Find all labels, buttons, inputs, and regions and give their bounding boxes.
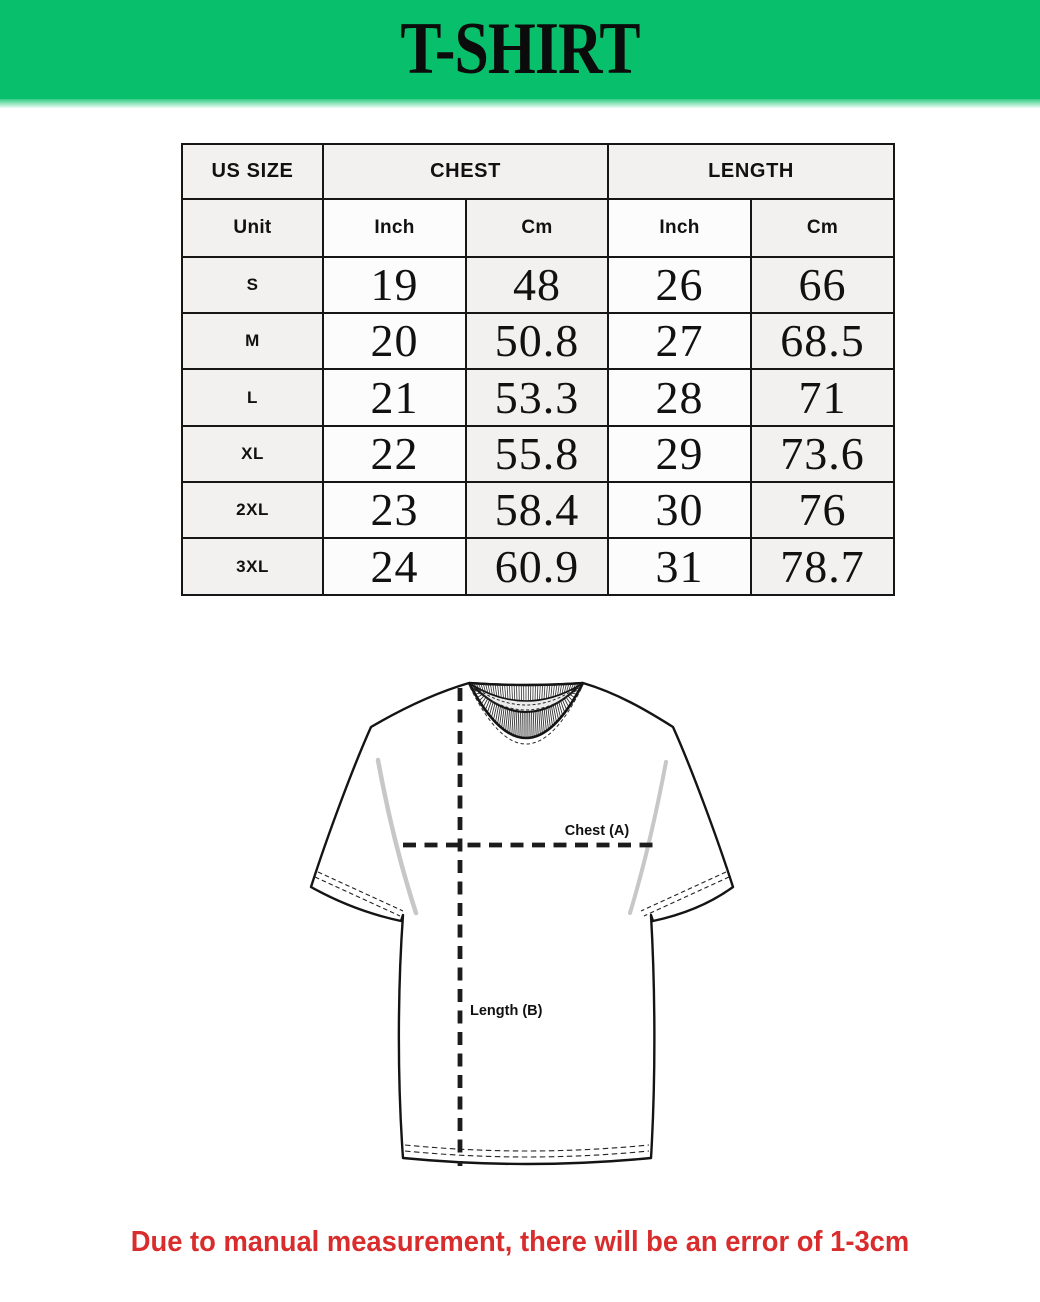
- value-cell: 28: [608, 369, 751, 426]
- length-inch-label: Inch: [608, 199, 751, 257]
- value-cell: 60.9: [466, 538, 608, 595]
- value-cell: 71: [751, 369, 894, 426]
- value-cell: 23: [323, 482, 466, 538]
- size-cell: S: [182, 257, 323, 313]
- value-cell: 27: [608, 313, 751, 369]
- value-cell: 68.5: [751, 313, 894, 369]
- size-table: [181, 143, 895, 596]
- value-cell: 76: [751, 482, 894, 538]
- size-cell: L: [182, 369, 323, 426]
- header-length: LENGTH: [608, 144, 894, 199]
- value-cell: 21: [323, 369, 466, 426]
- table-row-xl: [182, 426, 894, 482]
- table-row-3xl: [182, 538, 894, 595]
- value-cell: 58.4: [466, 482, 608, 538]
- value-cell: 73.6: [751, 426, 894, 482]
- table-unit-row: [182, 199, 894, 257]
- table-header-row: [182, 144, 894, 199]
- value-cell: 20: [323, 313, 466, 369]
- value-cell: 26: [608, 257, 751, 313]
- value-cell: 55.8: [466, 426, 608, 482]
- table-row-2xl: [182, 482, 894, 538]
- value-cell: 78.7: [751, 538, 894, 595]
- table-row-s: [182, 257, 894, 313]
- chest-label: Chest (A): [564, 823, 630, 839]
- value-cell: 22: [323, 426, 466, 482]
- size-cell: M: [182, 313, 323, 369]
- size-cell: XL: [182, 426, 323, 482]
- length-cm-label: Cm: [751, 199, 894, 257]
- tshirt-body-outline: [311, 683, 733, 1164]
- value-cell: 30: [608, 482, 751, 538]
- value-cell: 29: [608, 426, 751, 482]
- header-chest: CHEST: [323, 144, 608, 199]
- value-cell: 50.8: [466, 313, 608, 369]
- value-cell: 31: [608, 538, 751, 595]
- chest-cm-label: Cm: [466, 199, 608, 257]
- value-cell: 19: [323, 257, 466, 313]
- size-cell: 3XL: [182, 538, 323, 595]
- tshirt-diagram: [270, 655, 770, 1175]
- value-cell: 24: [323, 538, 466, 595]
- table-row-m: [182, 313, 894, 369]
- page-title: T-SHIRT: [400, 8, 640, 90]
- measurement-disclaimer: Due to manual measurement, there will be an error of 1-3cm: [130, 1225, 910, 1259]
- value-cell: 53.3: [466, 369, 608, 426]
- length-label: Length (B): [470, 1003, 543, 1019]
- value-cell: 66: [751, 257, 894, 313]
- chest-inch-label: Inch: [323, 199, 466, 257]
- unit-label: Unit: [182, 199, 323, 257]
- table-row-l: [182, 369, 894, 426]
- value-cell: 48: [466, 257, 608, 313]
- size-cell: 2XL: [182, 482, 323, 538]
- collar-top-edge: [469, 683, 583, 685]
- header-us-size: US SIZE: [182, 144, 323, 199]
